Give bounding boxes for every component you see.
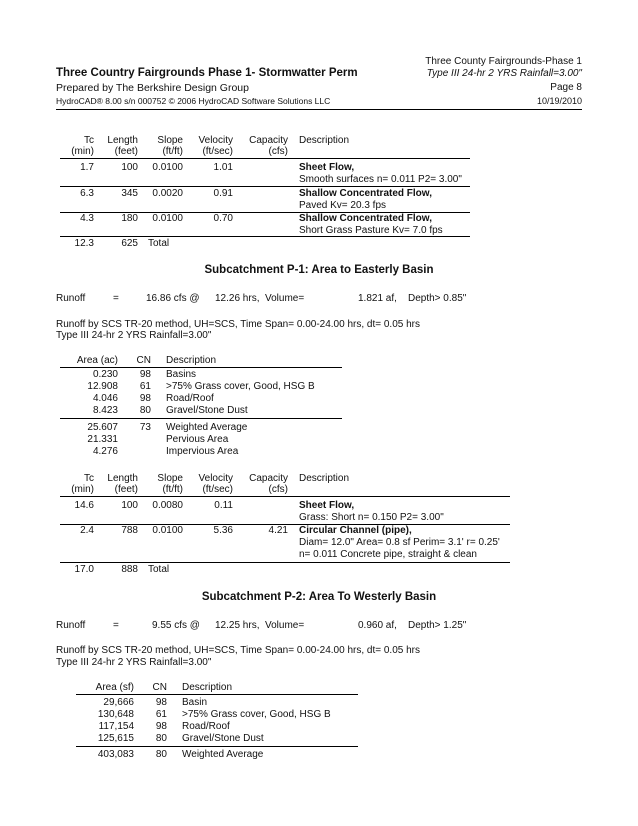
cn-header: CN bbox=[136, 355, 151, 366]
cn-header: CN bbox=[152, 682, 167, 693]
flow-type: Shallow Concentrated Flow, bbox=[299, 188, 432, 199]
tc-total: 17.0 bbox=[74, 564, 94, 575]
length-header: Length bbox=[107, 135, 138, 146]
area-value: 403,083 bbox=[97, 749, 134, 760]
tc-header: Tc bbox=[84, 473, 94, 484]
length-value: 788 bbox=[121, 525, 138, 536]
velocity-value: 0.91 bbox=[213, 188, 233, 199]
storm-line: Type III 24-hr 2 YRS Rainfall=3.00" bbox=[56, 330, 212, 341]
flow-detail: Short Grass Pasture Kv= 7.0 fps bbox=[299, 225, 443, 236]
slope-unit: (ft/ft) bbox=[162, 484, 183, 495]
peak-flow: 16.86 cfs @ bbox=[146, 293, 200, 304]
length-header: Length bbox=[107, 473, 138, 484]
area-value: 25.607 bbox=[87, 422, 118, 433]
area-description: >75% Grass cover, Good, HSG B bbox=[182, 709, 331, 720]
table-rule bbox=[76, 746, 358, 747]
equals-sign: = bbox=[113, 620, 119, 631]
page-number: Page 8 bbox=[550, 82, 582, 93]
capacity-unit: (cfs) bbox=[268, 484, 288, 495]
flow-type: Circular Channel (pipe), bbox=[299, 525, 412, 536]
depth-value: Depth> 0.85" bbox=[408, 293, 467, 304]
area-description: Impervious Area bbox=[166, 446, 239, 457]
tc-value: 2.4 bbox=[80, 525, 94, 536]
area-description: Road/Roof bbox=[182, 721, 230, 732]
flow-detail: Paved Kv= 20.3 fps bbox=[299, 200, 387, 211]
capacity-unit: (cfs) bbox=[268, 146, 288, 157]
equals-sign: = bbox=[113, 293, 119, 304]
header-divider bbox=[56, 109, 582, 110]
tc-value: 14.6 bbox=[74, 500, 94, 511]
flow-detail: n= 0.011 Concrete pipe, straight & clean bbox=[299, 549, 477, 560]
area-value: 4.046 bbox=[92, 393, 118, 404]
capacity-header: Capacity bbox=[249, 473, 288, 484]
tc-value: 6.3 bbox=[80, 188, 94, 199]
area-value: 130,648 bbox=[97, 709, 134, 720]
capacity-value: 4.21 bbox=[268, 525, 288, 536]
table-rule bbox=[60, 158, 470, 159]
area-description: Road/Roof bbox=[166, 393, 214, 404]
slope-value: 0.0080 bbox=[152, 500, 183, 511]
cn-value: 80 bbox=[139, 405, 151, 416]
cn-value: 98 bbox=[139, 393, 151, 404]
storm-line: Type III 24-hr 2 YRS Rainfall=3.00" bbox=[56, 657, 212, 668]
peak-time: 12.25 hrs, bbox=[215, 620, 260, 631]
total-label: Total bbox=[148, 564, 170, 575]
volume-value: 0.960 af, bbox=[358, 620, 397, 631]
cn-value: 98 bbox=[139, 369, 151, 380]
slope-value: 0.0020 bbox=[152, 188, 183, 199]
length-total: 625 bbox=[121, 238, 138, 249]
volume-value: 1.821 af, bbox=[358, 293, 397, 304]
velocity-value: 0.11 bbox=[214, 500, 233, 511]
volume-label: Volume= bbox=[265, 620, 305, 631]
runoff-label: Runoff bbox=[56, 293, 86, 304]
header-right-title: Three County Fairgrounds-Phase 1 bbox=[425, 56, 582, 67]
flow-detail: Smooth surfaces n= 0.011 P2= 3.00" bbox=[299, 174, 462, 185]
area-description: Gravel/Stone Dust bbox=[166, 405, 248, 416]
area-header: Area (sf) bbox=[95, 682, 134, 693]
area-value: 29,666 bbox=[103, 697, 134, 708]
slope-value: 0.0100 bbox=[152, 525, 183, 536]
table-rule bbox=[76, 694, 358, 695]
prepared-by: Prepared by The Berkshire Design Group bbox=[56, 82, 249, 94]
description-header: Description bbox=[299, 135, 350, 146]
tc-total: 12.3 bbox=[74, 238, 94, 249]
cn-value: 61 bbox=[155, 709, 167, 720]
p1-heading: Subcatchment P-1: Area to Easterly Basin bbox=[204, 264, 434, 276]
cn-value: 61 bbox=[139, 381, 151, 392]
document-title: Three Country Fairgrounds Phase 1- Stormwatter Perm bbox=[56, 67, 358, 79]
slope-value: 0.0100 bbox=[152, 162, 183, 173]
peak-flow: 9.55 cfs @ bbox=[152, 620, 200, 631]
tc-header: Tc bbox=[84, 135, 94, 146]
table-rule bbox=[60, 562, 510, 563]
flow-detail: Diam= 12.0" Area= 0.8 sf Perim= 3.1' r= 0.25' bbox=[299, 537, 500, 548]
flow-type: Shallow Concentrated Flow, bbox=[299, 213, 432, 224]
length-unit: (feet) bbox=[114, 146, 138, 157]
area-description: Weighted Average bbox=[166, 422, 248, 433]
method-line: Runoff by SCS TR-20 method, UH=SCS, Time Span= 0.00-24.00 hrs, dt= 0.05 hrs bbox=[56, 645, 420, 656]
slope-unit: (ft/ft) bbox=[162, 146, 183, 157]
area-value: 8.423 bbox=[92, 405, 118, 416]
area-value: 125,615 bbox=[97, 733, 134, 744]
area-value: 117,154 bbox=[98, 721, 134, 732]
flow-type: Sheet Flow, bbox=[299, 162, 355, 173]
area-value: 0.230 bbox=[92, 369, 118, 380]
tc-value: 4.3 bbox=[80, 213, 94, 224]
flow-detail: Grass: Short n= 0.150 P2= 3.00" bbox=[299, 512, 444, 523]
table-rule bbox=[60, 186, 470, 187]
velocity-unit: (ft/sec) bbox=[202, 146, 233, 157]
description-header: Description bbox=[299, 473, 350, 484]
length-total: 888 bbox=[121, 564, 138, 575]
slope-header: Slope bbox=[157, 473, 183, 484]
peak-time: 12.26 hrs, bbox=[215, 293, 260, 304]
velocity-header: Velocity bbox=[198, 135, 233, 146]
cn-value: 73 bbox=[139, 422, 151, 433]
p2-heading: Subcatchment P-2: Area To Westerly Basin bbox=[201, 591, 437, 603]
table-rule bbox=[60, 367, 342, 368]
cn-value: 80 bbox=[155, 733, 167, 744]
flow-type: Sheet Flow, bbox=[299, 500, 355, 511]
velocity-value: 1.01 bbox=[213, 162, 233, 173]
table-rule bbox=[60, 418, 342, 419]
cn-value: 98 bbox=[155, 721, 167, 732]
velocity-header: Velocity bbox=[198, 473, 233, 484]
table-rule bbox=[60, 496, 510, 497]
area-value: 4.276 bbox=[92, 446, 118, 457]
length-unit: (feet) bbox=[114, 484, 138, 495]
tc-value: 1.7 bbox=[80, 162, 94, 173]
area-header: Area (ac) bbox=[76, 355, 118, 366]
length-value: 100 bbox=[121, 500, 138, 511]
software-line: HydroCAD® 8.00 s/n 000752 © 2006 HydroCAD Software Solutions LLC bbox=[56, 96, 331, 106]
runoff-label: Runoff bbox=[56, 620, 86, 631]
volume-label: Volume= bbox=[265, 293, 305, 304]
description-header: Description bbox=[182, 682, 233, 693]
depth-value: Depth> 1.25" bbox=[408, 620, 467, 631]
area-description: Weighted Average bbox=[182, 749, 264, 760]
area-description: >75% Grass cover, Good, HSG B bbox=[166, 381, 315, 392]
area-description: Basins bbox=[166, 369, 197, 380]
length-value: 100 bbox=[121, 162, 138, 173]
cn-value: 98 bbox=[155, 697, 167, 708]
length-value: 180 bbox=[121, 213, 138, 224]
velocity-value: 5.36 bbox=[213, 525, 233, 536]
table-rule bbox=[60, 236, 470, 237]
length-value: 345 bbox=[121, 188, 138, 199]
area-value: 21.331 bbox=[87, 434, 118, 445]
slope-header: Slope bbox=[157, 135, 183, 146]
method-line: Runoff by SCS TR-20 method, UH=SCS, Time Span= 0.00-24.00 hrs, dt= 0.05 hrs bbox=[56, 319, 420, 330]
area-description: Gravel/Stone Dust bbox=[182, 733, 264, 744]
slope-value: 0.0100 bbox=[152, 213, 183, 224]
tc-unit: (min) bbox=[71, 484, 94, 495]
area-value: 12.908 bbox=[87, 381, 118, 392]
capacity-header: Capacity bbox=[249, 135, 288, 146]
description-header: Description bbox=[166, 355, 217, 366]
velocity-unit: (ft/sec) bbox=[202, 484, 233, 495]
tc-unit: (min) bbox=[71, 146, 94, 157]
area-description: Pervious Area bbox=[166, 434, 229, 445]
area-description: Basin bbox=[182, 697, 208, 708]
report-date: 10/19/2010 bbox=[536, 96, 582, 106]
cn-value: 80 bbox=[155, 749, 167, 760]
velocity-value: 0.70 bbox=[213, 213, 233, 224]
total-label: Total bbox=[148, 238, 170, 249]
storm-label: Type III 24-hr 2 YRS Rainfall=3.00" bbox=[426, 68, 582, 79]
